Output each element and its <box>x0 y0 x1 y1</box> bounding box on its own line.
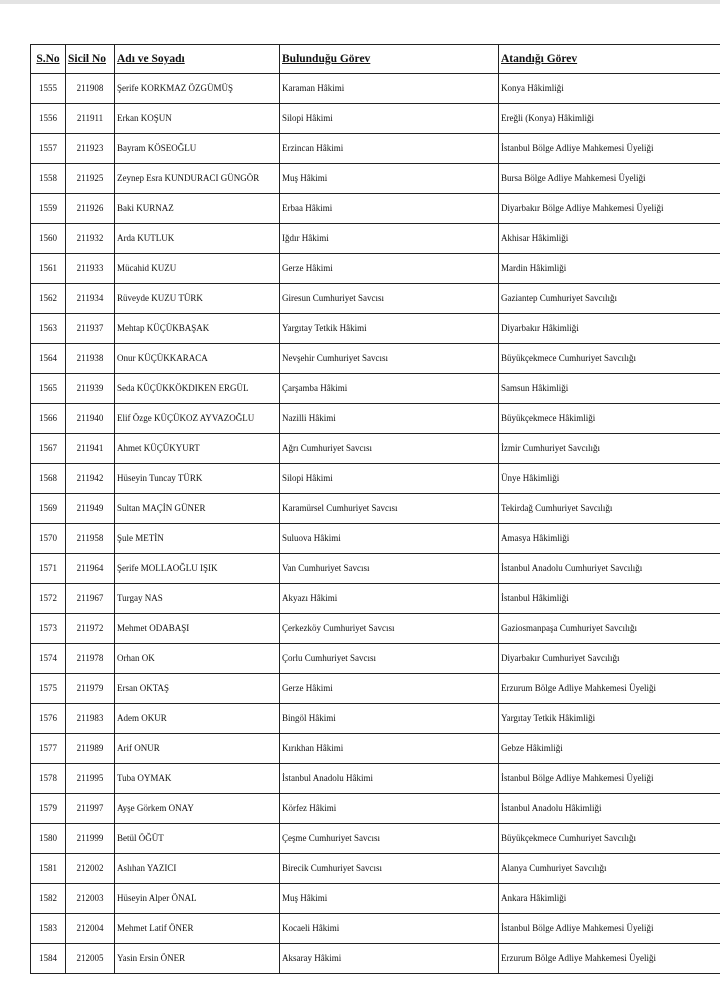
cell-assigned-post: Büyükçekmece Cumhuriyet Savcılığı <box>499 824 720 854</box>
cell-sno: 1580 <box>31 824 66 854</box>
cell-sicil-no: 211932 <box>66 224 115 254</box>
cell-assigned-post: Ereğli (Konya) Hâkimliği <box>499 104 720 134</box>
header-row <box>31 45 720 74</box>
cell-current-post: Akyazı Hâkimi <box>280 584 499 614</box>
cell-sicil-no: 211941 <box>66 434 115 464</box>
cell-assigned-post: İstanbul Anadolu Hâkimliği <box>499 794 720 824</box>
cell-sno: 1569 <box>31 494 66 524</box>
cell-name: Mehmet Latif ÖNER <box>115 914 280 944</box>
cell-sicil-no: 212005 <box>66 944 115 974</box>
cell-sno: 1558 <box>31 164 66 194</box>
cell-current-post: Körfez Hâkimi <box>280 794 499 824</box>
cell-current-post: İstanbul Anadolu Hâkimi <box>280 764 499 794</box>
cell-current-post: Suluova Hâkimi <box>280 524 499 554</box>
table-body <box>31 74 720 974</box>
cell-name: Betül ÖĞÜT <box>115 824 280 854</box>
cell-sno: 1576 <box>31 704 66 734</box>
cell-current-post: Muş Hâkimi <box>280 164 499 194</box>
table-row <box>31 254 720 284</box>
cell-sicil-no: 211983 <box>66 704 115 734</box>
cell-assigned-post: İstanbul Anadolu Cumhuriyet Savcılığı <box>499 554 720 584</box>
top-scan-border <box>0 0 720 4</box>
cell-current-post: Erbaa Hâkimi <box>280 194 499 224</box>
cell-sno: 1583 <box>31 914 66 944</box>
cell-current-post: Ağrı Cumhuriyet Savcısı <box>280 434 499 464</box>
cell-name: Şerife MOLLAOĞLU IŞIK <box>115 554 280 584</box>
cell-name: Elif Özge KÜÇÜKOZ AYVAZOĞLU <box>115 404 280 434</box>
cell-name: Şule METİN <box>115 524 280 554</box>
cell-name: Mücahid KUZU <box>115 254 280 284</box>
cell-sno: 1560 <box>31 224 66 254</box>
table-row <box>31 434 720 464</box>
table-row <box>31 854 720 884</box>
table-row <box>31 524 720 554</box>
table-header <box>31 45 720 74</box>
cell-assigned-post: Büyükçekmece Hâkimliği <box>499 404 720 434</box>
cell-sno: 1567 <box>31 434 66 464</box>
cell-current-post: Giresun Cumhuriyet Savcısı <box>280 284 499 314</box>
table-row <box>31 764 720 794</box>
cell-assigned-post: Samsun Hâkimliği <box>499 374 720 404</box>
cell-assigned-post: İstanbul Hâkimliği <box>499 584 720 614</box>
table-row <box>31 644 720 674</box>
cell-sno: 1581 <box>31 854 66 884</box>
cell-assigned-post: İstanbul Bölge Adliye Mahkemesi Üyeliği <box>499 764 720 794</box>
cell-current-post: Erzincan Hâkimi <box>280 134 499 164</box>
cell-name: Hüseyin Alper ÖNAL <box>115 884 280 914</box>
cell-current-post: Kırıkhan Hâkimi <box>280 734 499 764</box>
table-row <box>31 224 720 254</box>
cell-sno: 1564 <box>31 344 66 374</box>
cell-current-post: Çarşamba Hâkimi <box>280 374 499 404</box>
cell-assigned-post: Amasya Hâkimliği <box>499 524 720 554</box>
cell-sno: 1571 <box>31 554 66 584</box>
cell-assigned-post: İstanbul Bölge Adliye Mahkemesi Üyeliği <box>499 914 720 944</box>
cell-sicil-no: 212004 <box>66 914 115 944</box>
cell-sno: 1562 <box>31 284 66 314</box>
header-name: Adı ve Soyadı <box>115 45 280 74</box>
cell-current-post: Çerkezköy Cumhuriyet Savcısı <box>280 614 499 644</box>
cell-current-post: Silopi Hâkimi <box>280 464 499 494</box>
cell-sicil-no: 211934 <box>66 284 115 314</box>
cell-sicil-no: 211911 <box>66 104 115 134</box>
cell-assigned-post: Akhisar Hâkimliği <box>499 224 720 254</box>
table-row <box>31 734 720 764</box>
cell-current-post: Nevşehir Cumhuriyet Savcısı <box>280 344 499 374</box>
cell-name: Orhan OK <box>115 644 280 674</box>
cell-current-post: Gerze Hâkimi <box>280 674 499 704</box>
cell-sicil-no: 211958 <box>66 524 115 554</box>
cell-current-post: Silopi Hâkimi <box>280 104 499 134</box>
table-row <box>31 134 720 164</box>
table-row <box>31 584 720 614</box>
cell-assigned-post: Konya Hâkimliği <box>499 74 720 104</box>
cell-assigned-post: Alanya Cumhuriyet Savcılığı <box>499 854 720 884</box>
header-sicil-no: Sicil No <box>66 45 115 74</box>
cell-assigned-post: Diyarbakır Hâkimliği <box>499 314 720 344</box>
cell-name: Mehtap KÜÇÜKBAŞAK <box>115 314 280 344</box>
cell-assigned-post: Bursa Bölge Adliye Mahkemesi Üyeliği <box>499 164 720 194</box>
cell-sicil-no: 212003 <box>66 884 115 914</box>
cell-current-post: Çeşme Cumhuriyet Savcısı <box>280 824 499 854</box>
cell-name: Baki KURNAZ <box>115 194 280 224</box>
cell-sicil-no: 211940 <box>66 404 115 434</box>
cell-assigned-post: Büyükçekmece Cumhuriyet Savcılığı <box>499 344 720 374</box>
cell-sicil-no: 211926 <box>66 194 115 224</box>
cell-sicil-no: 211938 <box>66 344 115 374</box>
cell-sicil-no: 211979 <box>66 674 115 704</box>
cell-name: Turgay NAS <box>115 584 280 614</box>
table-row <box>31 404 720 434</box>
table-row <box>31 674 720 704</box>
table-row <box>31 194 720 224</box>
cell-current-post: Birecik Cumhuriyet Savcısı <box>280 854 499 884</box>
cell-name: Arif ONUR <box>115 734 280 764</box>
table-row <box>31 884 720 914</box>
header-current-post: Bulunduğu Görev <box>280 45 499 74</box>
cell-assigned-post: Gaziantep Cumhuriyet Savcılığı <box>499 284 720 314</box>
table-row <box>31 914 720 944</box>
cell-assigned-post: Ünye Hâkimliği <box>499 464 720 494</box>
table-row <box>31 104 720 134</box>
cell-assigned-post: Diyarbakır Cumhuriyet Savcılığı <box>499 644 720 674</box>
cell-name: Zeynep Esra KUNDURACI GÜNGÖR <box>115 164 280 194</box>
cell-name: Erkan KOŞUN <box>115 104 280 134</box>
cell-sicil-no: 211995 <box>66 764 115 794</box>
cell-sno: 1563 <box>31 314 66 344</box>
table-row <box>31 74 720 104</box>
cell-current-post: Aksaray Hâkimi <box>280 944 499 974</box>
cell-assigned-post: Mardin Hâkimliği <box>499 254 720 284</box>
cell-name: Ayşe Görkem ONAY <box>115 794 280 824</box>
table-row <box>31 704 720 734</box>
cell-sicil-no: 211964 <box>66 554 115 584</box>
cell-sno: 1565 <box>31 374 66 404</box>
cell-sicil-no: 211939 <box>66 374 115 404</box>
cell-sicil-no: 211989 <box>66 734 115 764</box>
cell-current-post: Karaman Hâkimi <box>280 74 499 104</box>
cell-sicil-no: 211925 <box>66 164 115 194</box>
cell-assigned-post: Ankara Hâkimliği <box>499 884 720 914</box>
cell-name: Sultan MAÇİN GÜNER <box>115 494 280 524</box>
cell-sno: 1566 <box>31 404 66 434</box>
cell-assigned-post: Tekirdağ Cumhuriyet Savcılığı <box>499 494 720 524</box>
cell-sicil-no: 211978 <box>66 644 115 674</box>
cell-sicil-no: 211933 <box>66 254 115 284</box>
cell-sno: 1573 <box>31 614 66 644</box>
cell-name: Seda KÜÇÜKKÖKDIKEN ERGÜL <box>115 374 280 404</box>
table-row <box>31 344 720 374</box>
cell-current-post: Nazilli Hâkimi <box>280 404 499 434</box>
cell-sno: 1561 <box>31 254 66 284</box>
cell-sno: 1574 <box>31 644 66 674</box>
cell-sicil-no: 211923 <box>66 134 115 164</box>
cell-name: Tuba OYMAK <box>115 764 280 794</box>
cell-assigned-post: İstanbul Bölge Adliye Mahkemesi Üyeliği <box>499 134 720 164</box>
table-row <box>31 944 720 974</box>
cell-name: Hüseyin Tuncay TÜRK <box>115 464 280 494</box>
cell-assigned-post: Diyarbakır Bölge Adliye Mahkemesi Üyeliği <box>499 194 720 224</box>
cell-name: Şerife KORKMAZ ÖZGÜMÜŞ <box>115 74 280 104</box>
cell-sno: 1568 <box>31 464 66 494</box>
cell-sno: 1577 <box>31 734 66 764</box>
cell-assigned-post: Gaziosmanpaşa Cumhuriyet Savcılığı <box>499 614 720 644</box>
table-row <box>31 314 720 344</box>
cell-current-post: Kocaeli Hâkimi <box>280 914 499 944</box>
cell-sno: 1556 <box>31 104 66 134</box>
table-row <box>31 794 720 824</box>
cell-sno: 1582 <box>31 884 66 914</box>
cell-sno: 1559 <box>31 194 66 224</box>
header-assigned-post: Atandığı Görev <box>499 45 720 74</box>
table-row <box>31 824 720 854</box>
cell-sicil-no: 211937 <box>66 314 115 344</box>
cell-sno: 1575 <box>31 674 66 704</box>
cell-sno: 1584 <box>31 944 66 974</box>
cell-sicil-no: 211908 <box>66 74 115 104</box>
cell-name: Mehmet ODABAŞI <box>115 614 280 644</box>
cell-name: Arda KUTLUK <box>115 224 280 254</box>
cell-name: Aslıhan YAZICI <box>115 854 280 884</box>
cell-name: Adem OKUR <box>115 704 280 734</box>
table-row <box>31 494 720 524</box>
table-row <box>31 554 720 584</box>
cell-current-post: Yargıtay Tetkik Hâkimi <box>280 314 499 344</box>
cell-name: Onur KÜÇÜKKARACA <box>115 344 280 374</box>
table-row <box>31 284 720 314</box>
table-row <box>31 614 720 644</box>
table-row <box>31 374 720 404</box>
table-row <box>31 164 720 194</box>
cell-sno: 1579 <box>31 794 66 824</box>
assignment-table <box>30 44 720 974</box>
table-row <box>31 464 720 494</box>
cell-current-post: Gerze Hâkimi <box>280 254 499 284</box>
cell-assigned-post: Erzurum Bölge Adliye Mahkemesi Üyeliği <box>499 674 720 704</box>
cell-sicil-no: 211967 <box>66 584 115 614</box>
cell-sicil-no: 211997 <box>66 794 115 824</box>
cell-name: Rüveyde KUZU TÜRK <box>115 284 280 314</box>
cell-sicil-no: 211949 <box>66 494 115 524</box>
cell-sicil-no: 212002 <box>66 854 115 884</box>
cell-assigned-post: İzmir Cumhuriyet Savcılığı <box>499 434 720 464</box>
cell-assigned-post: Erzurum Bölge Adliye Mahkemesi Üyeliği <box>499 944 720 974</box>
cell-current-post: Muş Hâkimi <box>280 884 499 914</box>
cell-sicil-no: 211972 <box>66 614 115 644</box>
cell-sno: 1557 <box>31 134 66 164</box>
header-sno: S.No <box>31 45 66 74</box>
cell-current-post: Bingöl Hâkimi <box>280 704 499 734</box>
cell-current-post: Karamürsel Cumhuriyet Savcısı <box>280 494 499 524</box>
cell-sno: 1570 <box>31 524 66 554</box>
cell-assigned-post: Gebze Hâkimliği <box>499 734 720 764</box>
cell-sno: 1572 <box>31 584 66 614</box>
cell-name: Ahmet KÜÇÜKYURT <box>115 434 280 464</box>
cell-name: Ersan OKTAŞ <box>115 674 280 704</box>
cell-assigned-post: Yargıtay Tetkik Hâkimliği <box>499 704 720 734</box>
cell-current-post: Çorlu Cumhuriyet Savcısı <box>280 644 499 674</box>
cell-current-post: Iğdır Hâkimi <box>280 224 499 254</box>
cell-name: Yasin Ersin ÖNER <box>115 944 280 974</box>
cell-name: Bayram KÖSEOĞLU <box>115 134 280 164</box>
cell-current-post: Van Cumhuriyet Savcısı <box>280 554 499 584</box>
cell-sicil-no: 211942 <box>66 464 115 494</box>
cell-sicil-no: 211999 <box>66 824 115 854</box>
cell-sno: 1555 <box>31 74 66 104</box>
cell-sno: 1578 <box>31 764 66 794</box>
